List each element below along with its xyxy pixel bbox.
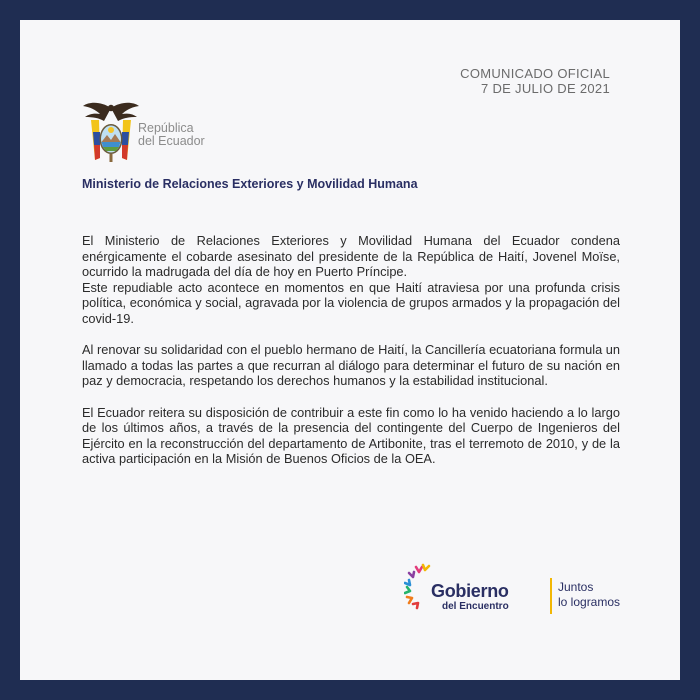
communique-header <box>460 66 610 96</box>
paragraph-2: Al renovar su solidaridad con el pueblo hermano de Haití, la Cancillería ecuatoriana formula un llamado a todas las partes a que recurran al diálogo para determinar el futuro de su nación en paz y democracia, respetando los derechos humanos y la estabilidad institucional. <box>82 342 620 389</box>
slogan-line-1: Juntos <box>558 580 594 594</box>
paragraph-1-sentence-2: Este repudiable acto acontece en momentos en que Haití atraviesa por una profunda crisis política, económica y social, agravada por la violencia de grupos armados y la propagación del covid-19. <box>82 279 620 326</box>
ministry-title: Ministerio de Relaciones Exteriores y Movilidad Humana <box>82 177 418 191</box>
slogan-line-2: lo logramos <box>558 595 621 609</box>
republica-line-2: del Ecuador <box>138 134 205 148</box>
gobierno-title: Gobierno <box>431 581 509 601</box>
coat-of-arms-icon <box>82 98 140 164</box>
paragraph-3: El Ecuador reitera su disposición de contribuir a este fin como lo ha venido haciendo a lo largo de los últimos años, a través de la presencia del contingente del Cuerpo de Ingenieros del Ejército en la reconstrucción del departamento de Artibonite, tras el terremoto de 2010, y de la activa participación en la Misión de Buenos Oficios de la OEA. <box>82 404 620 467</box>
communique-body <box>82 233 620 483</box>
paragraph-1 <box>82 233 620 327</box>
gobierno-subtitle: del Encuentro <box>442 601 509 612</box>
republica-line-1: República <box>138 121 194 135</box>
paragraph-1-sentence-1: El Ministerio de Relaciones Exteriores y Movilidad Humana del Ecuador condena enérgicamente el cobarde asesinato del presidente de la República de Haití, Jovenel Moïse, ocurrido la madrugada del día de hoy en Puerto Príncipe. <box>82 233 620 280</box>
gobierno-slogan <box>558 580 620 610</box>
republica-logo-text <box>138 122 205 148</box>
gobierno-logo <box>404 558 634 628</box>
communique-label: COMUNICADO OFICIAL <box>460 66 610 81</box>
communique-date: 7 DE JULIO DE 2021 <box>481 81 610 96</box>
communique-sheet <box>20 20 680 680</box>
slogan-divider <box>550 578 552 614</box>
